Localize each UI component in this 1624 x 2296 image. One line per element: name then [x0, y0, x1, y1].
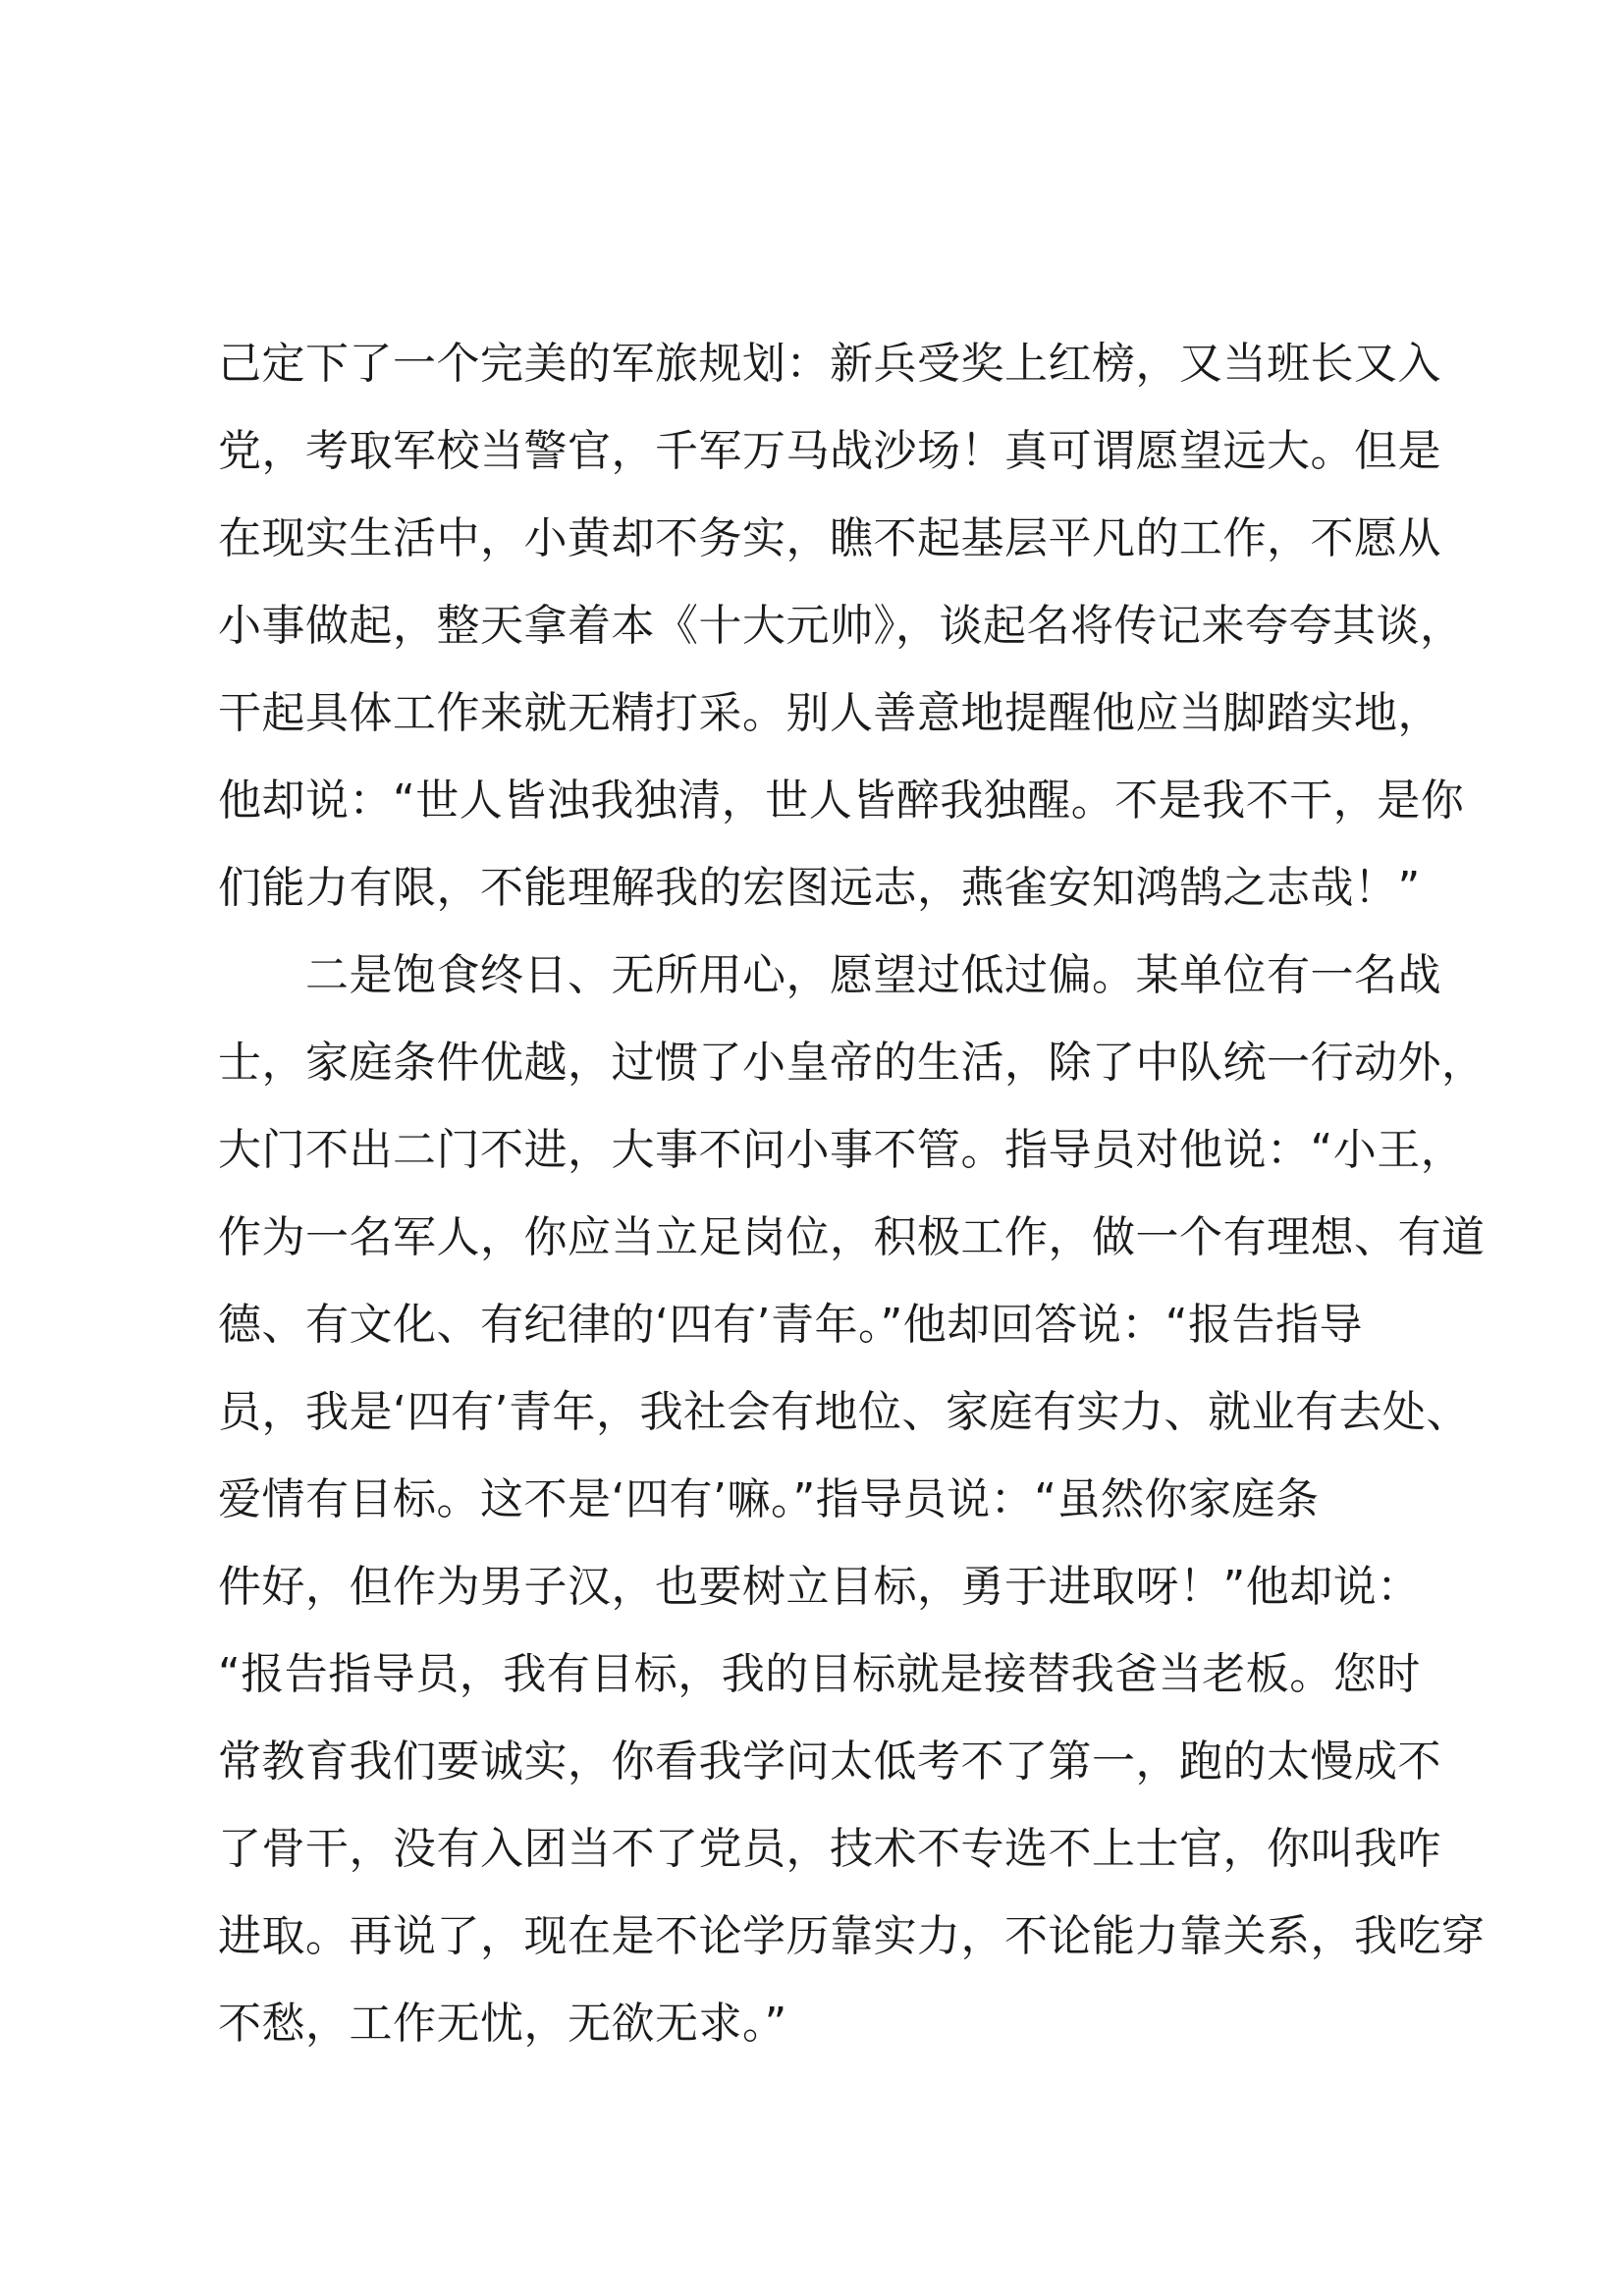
body-text	[218, 320, 1486, 2067]
text-line: 二是饱食终日、无所用心，愿望过低过偏。某单位有一名战	[218, 950, 1441, 1000]
text-line: 员，我是‘四有’青年，我社会有地位、家庭有实力、就业有去处、	[218, 1387, 1470, 1437]
text-line: 不愁，工作无忧，无欲无求。”	[218, 1999, 787, 2049]
text-line: 爱情有目标。这不是‘四有’嘛。”指导员说：“虽然你家庭条	[218, 1474, 1320, 1524]
text-line: 干起具体工作来就无精打采。别人善意地提醒他应当脚踏实地，	[218, 688, 1441, 738]
text-line: 常教育我们要诚实，你看我学问太低考不了第一，跑的太慢成不	[218, 1736, 1441, 1787]
text-line: 大门不出二门不进，大事不问小事不管。指导员对他说：“小王，	[218, 1125, 1465, 1175]
text-line: 己定下了一个完美的军旅规划：新兵受奖上红榜，又当班长又入	[218, 339, 1441, 389]
text-line: 了骨干，没有入团当不了党员，技术不专选不上士官，你叫我咋	[218, 1824, 1441, 1874]
text-line: 件好，但作为男子汉，也要树立目标，勇于进取呀！”他却说：	[218, 1562, 1421, 1612]
text-line: 们能力有限，不能理解我的宏图远志，燕雀安知鸿鹄之志哉！”	[218, 863, 1421, 913]
text-line: “报告指导员，我有目标，我的目标就是接替我爸当老板。您时	[218, 1649, 1421, 1699]
text-line: 士，家庭条件优越，过惯了小皇帝的生活，除了中队统一行动外，	[218, 1038, 1486, 1088]
text-line: 进取。再说了，现在是不论学历靠实力，不论能力靠关系，我吃穿	[218, 1911, 1486, 1961]
text-line: 德、有文化、有纪律的‘四有’青年。”他却回答说：“报告指导	[218, 1300, 1364, 1350]
text-line: 党，考取军校当警官，千军万马战沙场！真可谓愿望远大。但是	[218, 426, 1441, 476]
text-line: 他却说：“世人皆浊我独清，世人皆醉我独醒。不是我不干，是你	[218, 775, 1465, 826]
text-line: 小事做起，整天拿着本《十大元帅》，谈起名将传记来夸夸其谈，	[218, 601, 1464, 651]
text-line: 在现实生活中，小黄却不务实，瞧不起基层平凡的工作，不愿从	[218, 513, 1441, 563]
text-line: 作为一名军人，你应当立足岗位，积极工作，做一个有理想、有道	[218, 1212, 1486, 1262]
